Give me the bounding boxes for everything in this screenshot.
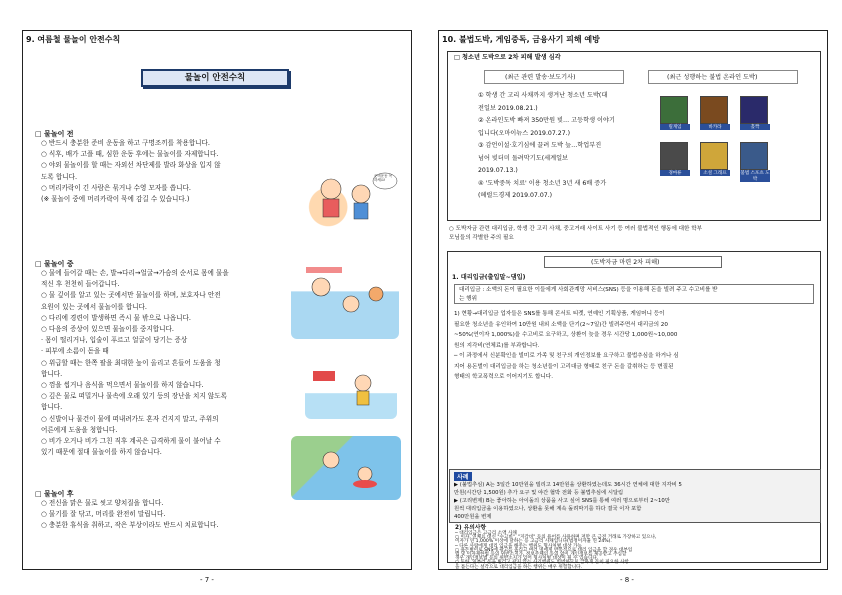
page-left [22, 30, 412, 570]
para2-line: 법 및 이자제한법 등의 위반소지가, 정보주체의 동의 없이 개인정보를 제공받고 추심할 [455, 552, 627, 557]
para1-line: 원의 지각비(연체료)를 부과합니다. [454, 342, 540, 349]
gambling-thumbnail [740, 142, 768, 170]
section-line: ○ 물에 들어갈 때는 손, 발→다리→얼굴→가슴의 순서로 몸에 물을 [41, 269, 229, 277]
news-column-label: (최근 관련 발송·보도기사) [505, 74, 576, 81]
news-column-head [484, 70, 624, 84]
definition-text-2: 는 행위 [459, 296, 477, 302]
section-line: ○ 위급할 때는 한쪽 팔을 최대한 높이 올리고 흔들어 도움을 청 [41, 358, 221, 367]
definition-box [454, 284, 814, 304]
page-title-right: 10. 불법도박, 게임중독, 금융사기 피해 예방 [442, 35, 600, 44]
case-line: 400만원을 변제 [454, 514, 492, 520]
section-line: ○ 다음의 증상이 있으면 물놀이를 중지합니다. [41, 325, 174, 333]
section-line: ○ 충분한 휴식을 취하고, 작은 부상이라도 반드시 치료합니다. [41, 521, 219, 530]
gambling-thumbnail-caption: 경마류 [660, 170, 690, 176]
section-line: ○ 물 깊이를 알고 있는 곳에서만 물놀이를 하며, 보호자나 안전 [41, 291, 221, 300]
gambling-thumbnail [700, 96, 728, 124]
para2-line: 이자가 연 1,000% 이상에 달하는 등 고금리 사채입니다(법정이자율 연 24%). [455, 539, 612, 545]
sub-title: (도박자금 마련 2차 피해) [591, 259, 660, 266]
para1-line: 1) 현황→대리입금 업자들은 SNS를 통해 콘서트 티켓, 연예인 기획상품, 게임머니 등이 [454, 311, 665, 317]
section-line: 적신 후 천천히 들어갑니다. [41, 280, 120, 289]
gambling-thumbnail [740, 96, 768, 124]
gambling-thumbnail-caption: 불법 스포츠 도박 [740, 171, 770, 182]
sub-title-box [544, 256, 722, 268]
section-line: 어른에게 도움을 청합니다. [41, 425, 118, 434]
section-line: · 피부에 소름이 돋을 때 [41, 347, 109, 356]
gambling-thumbnail-caption: 바카라 [700, 124, 730, 130]
page-right [438, 30, 828, 570]
section-heading: □ 물놀이 중 [35, 260, 74, 268]
section-line: ○ 깊은 물로 떠밀거나 물속에 오래 있기 등의 장난을 치지 않도록 [41, 392, 227, 401]
notice-line: ○ 도박자금 관련 대리입금, 학생 간 고리 사채, 중고거래 사이트 사기 등 여러 불법적인 행동에 대한 학부 [449, 226, 703, 232]
news-item: (헤럴드경제 2019.07.07.) [478, 192, 553, 199]
section-line: 합니다. [41, 403, 63, 412]
news-item: 넘어 빚더미 돌려막기도(세계일보 [478, 154, 569, 162]
para2-title: 2) 유의사항 [455, 525, 487, 531]
section-line: ○ 비가 오거나 비가 그친 직후 계곡은 급격하게 물이 불어날 수 [41, 437, 221, 445]
section-line: ○ 물기를 잘 닦고, 머리를 완전히 말립니다. [41, 510, 166, 519]
notice-line: 모님들의 각별한 주의 필요 [449, 235, 514, 241]
banner-title: 물놀이 안전수칙 [141, 69, 289, 87]
gambling-thumbnail [660, 96, 688, 124]
para1-line: 형태의 학교폭력으로 이어지기도 합니다. [454, 374, 553, 380]
news-item: 전일보 2019.08.21.) [478, 104, 538, 112]
section-line: ○ 야외 물놀이를 할 때는 자외선 차단제를 발라 화상을 입지 않 [41, 161, 221, 170]
gambling-thumbnail [660, 142, 688, 170]
page-number-right: - 8 - [620, 576, 634, 584]
para1-line: 필요한 청소년을 유인하여 10만원 내외 소액을 단기(2~7일)간 빌려주면서 대리금의 20 [454, 321, 668, 328]
gambling-thumbnail-caption: 홀짝 [740, 124, 770, 130]
case-line: 만원(시간당 1,500원) 추가 요구 및 야간 협박 전화 등 불법추심에 시달림 [454, 490, 624, 496]
section-line: ○ 식후, 배가 고플 때, 심한 운동 후에는 물놀이를 자제합니다. [41, 150, 219, 159]
para2-line: 경우 개인정보법 등의 위반소지가 있어 형사처벌 대상이 될 수 있습니다. [455, 556, 599, 562]
gambling-thumbnail [700, 142, 728, 170]
section-line: ○ 신발이나 물건이 물에 떠내려가도 혼자 건지지 말고, 주위의 [41, 414, 219, 423]
news-item: ③ 감언이설·호기심에 끌려 도박 늪…학업부진 [478, 142, 602, 149]
page-number-left: - 7 - [200, 576, 214, 584]
para2-line: ○ 또한, 일부러 돈을 빌리고 갚지 않는 사기행위도 빈번하므로 급하게 돈이 필요한 사항 [455, 560, 629, 566]
illustration-pool-play [291, 259, 399, 339]
para2-line: ○ 이자, 연체료 대신 "수고비", "지각비" 등의 용어를 사용하며 저만 큰 금전 거래로 가장하고 있으나, [455, 535, 657, 541]
section-heading: □ 물놀이 전 [35, 130, 74, 138]
section-line: ○ 다리에 경련이 발생하면 즉시 물 밖으로 나옵니다. [41, 313, 191, 322]
para1-line: ─ 이 과정에서 신분확인을 빌미로 가족 및 친구의 개인정보를 요구하고 불법추심을 하거나 심 [454, 353, 679, 359]
item1-heading: 1. 대리입금(출입말~댐입) [452, 274, 526, 281]
case-line: 원씩 대리입금을 이용하였으나, 상환을 못해 계속 돌려막기를 하다 결국 이자 포함 [454, 506, 642, 512]
illustration-children-stretching [281, 159, 399, 239]
section-line: · 몸이 떨리거나, 입술이 푸르고 얼굴이 당기는 증상 [41, 336, 188, 345]
page-title: 9. 여름철 물놀이 안전수칙 [26, 35, 121, 44]
case-box [449, 469, 821, 523]
illustration-rescue [291, 436, 401, 500]
top-box-title: □ 청소년 도박으로 2차 피해 발생 심각 [454, 54, 561, 61]
gambling-column-label: (최근 성행하는 불법 온라인 도박) [667, 74, 758, 81]
section-line: ○ 껌을 씹거나 음식을 먹으면서 물놀이를 하지 않습니다. [41, 381, 204, 389]
news-item: 2019.07.13.) [478, 167, 518, 174]
illustration-lifeguard-sign [305, 361, 397, 419]
gambling-thumbnail-caption: 릴게임 [660, 124, 690, 130]
section-line: (※ 물놀이 중에 머리카락이 묵에 감길 수 있습니다.) [41, 195, 190, 203]
news-item: ① 학생 간 고리 사채까지 생겨난 청소년 도박(대 [478, 92, 608, 99]
para2-line: 을 틀는다는 설각으로 대리입금을 하는 행위는 매우 위험합니다. [455, 564, 583, 570]
definition-text: 대리입금 : 소액의 돈이 필요한 이들에게 사회관계망 서비스(SNS) 등을 이용해 돈을 빌려 주고 수고비를 받 [459, 287, 718, 293]
case-tag: 사례 [454, 472, 472, 481]
news-item: 입니다(오마이뉴스 2019.07.27.) [478, 129, 571, 137]
gambling-column-head [648, 70, 798, 84]
para2-line: ─ 대리입금은 고금리 소액 사채 [455, 531, 517, 536]
para2-line: ─ 다른 사람에게 대리 입금을 해주는 행위도 형사처벌 대상 가능 [455, 543, 582, 549]
case-line: ▶ (불법추심) A는 3일간 10만원을 빌리고 14만원을 상환하였는데도 36시간 연체에 대한 지각비 5 [454, 482, 682, 488]
speech-bubble: 준비운동 꼭 하세요! [374, 174, 393, 182]
section-line: 합니다. [41, 369, 63, 378]
section-line: 있기 때문에 절대 물놀이를 하지 않습니다. [41, 448, 162, 457]
case-line: ▶ (고리변제) B는 좋아하는 아이돌의 상품을 사고 싶어 SNS를 통해 여러 명으로부터 2~10만 [454, 498, 670, 504]
section-line: ○ 반드시 충분한 준비 운동을 하고 구명조끼를 착용합니다. [41, 139, 211, 147]
news-item: ④ '도박중독 치료' 이용 청소년 3년 새 6배 증가 [478, 179, 607, 187]
section-line: ○ 머리카락이 긴 사람은 묶거나 수영 모자를 씁니다. [41, 183, 191, 192]
para2-line: ○ 용돈벌이로 SNS에 광고를 올리고 여러 명에게 반복적으로 대리 입금을 할 경우 대부업 [455, 547, 633, 553]
para1-line: 지어 용돈벌이 대리입금을 하는 청소년들이 고리대금 형태로 친구 돈을 갈취하는 등 변질된 [454, 363, 674, 370]
section-line: 요원이 있는 곳에서 물놀이를 합니다. [41, 302, 148, 311]
section-line: 도록 합니다. [41, 172, 78, 181]
para1-line: ~50%(연이자 1,000%)을 수고비로 요구하고, 상환이 늦을 경우 시간당 1,000원~10,000 [454, 332, 678, 338]
top-box [447, 51, 821, 221]
section-heading: □ 물놀이 후 [35, 490, 74, 498]
gambling-thumbnail-caption: 소셜 그래프 [700, 170, 730, 176]
news-item: ② 온라인도박 빠져 350만원 빚… 고등학생 이야기 [478, 117, 615, 124]
section-line: ○ 전신을 맑은 물로 씻고 양치질을 합니다. [41, 499, 164, 507]
